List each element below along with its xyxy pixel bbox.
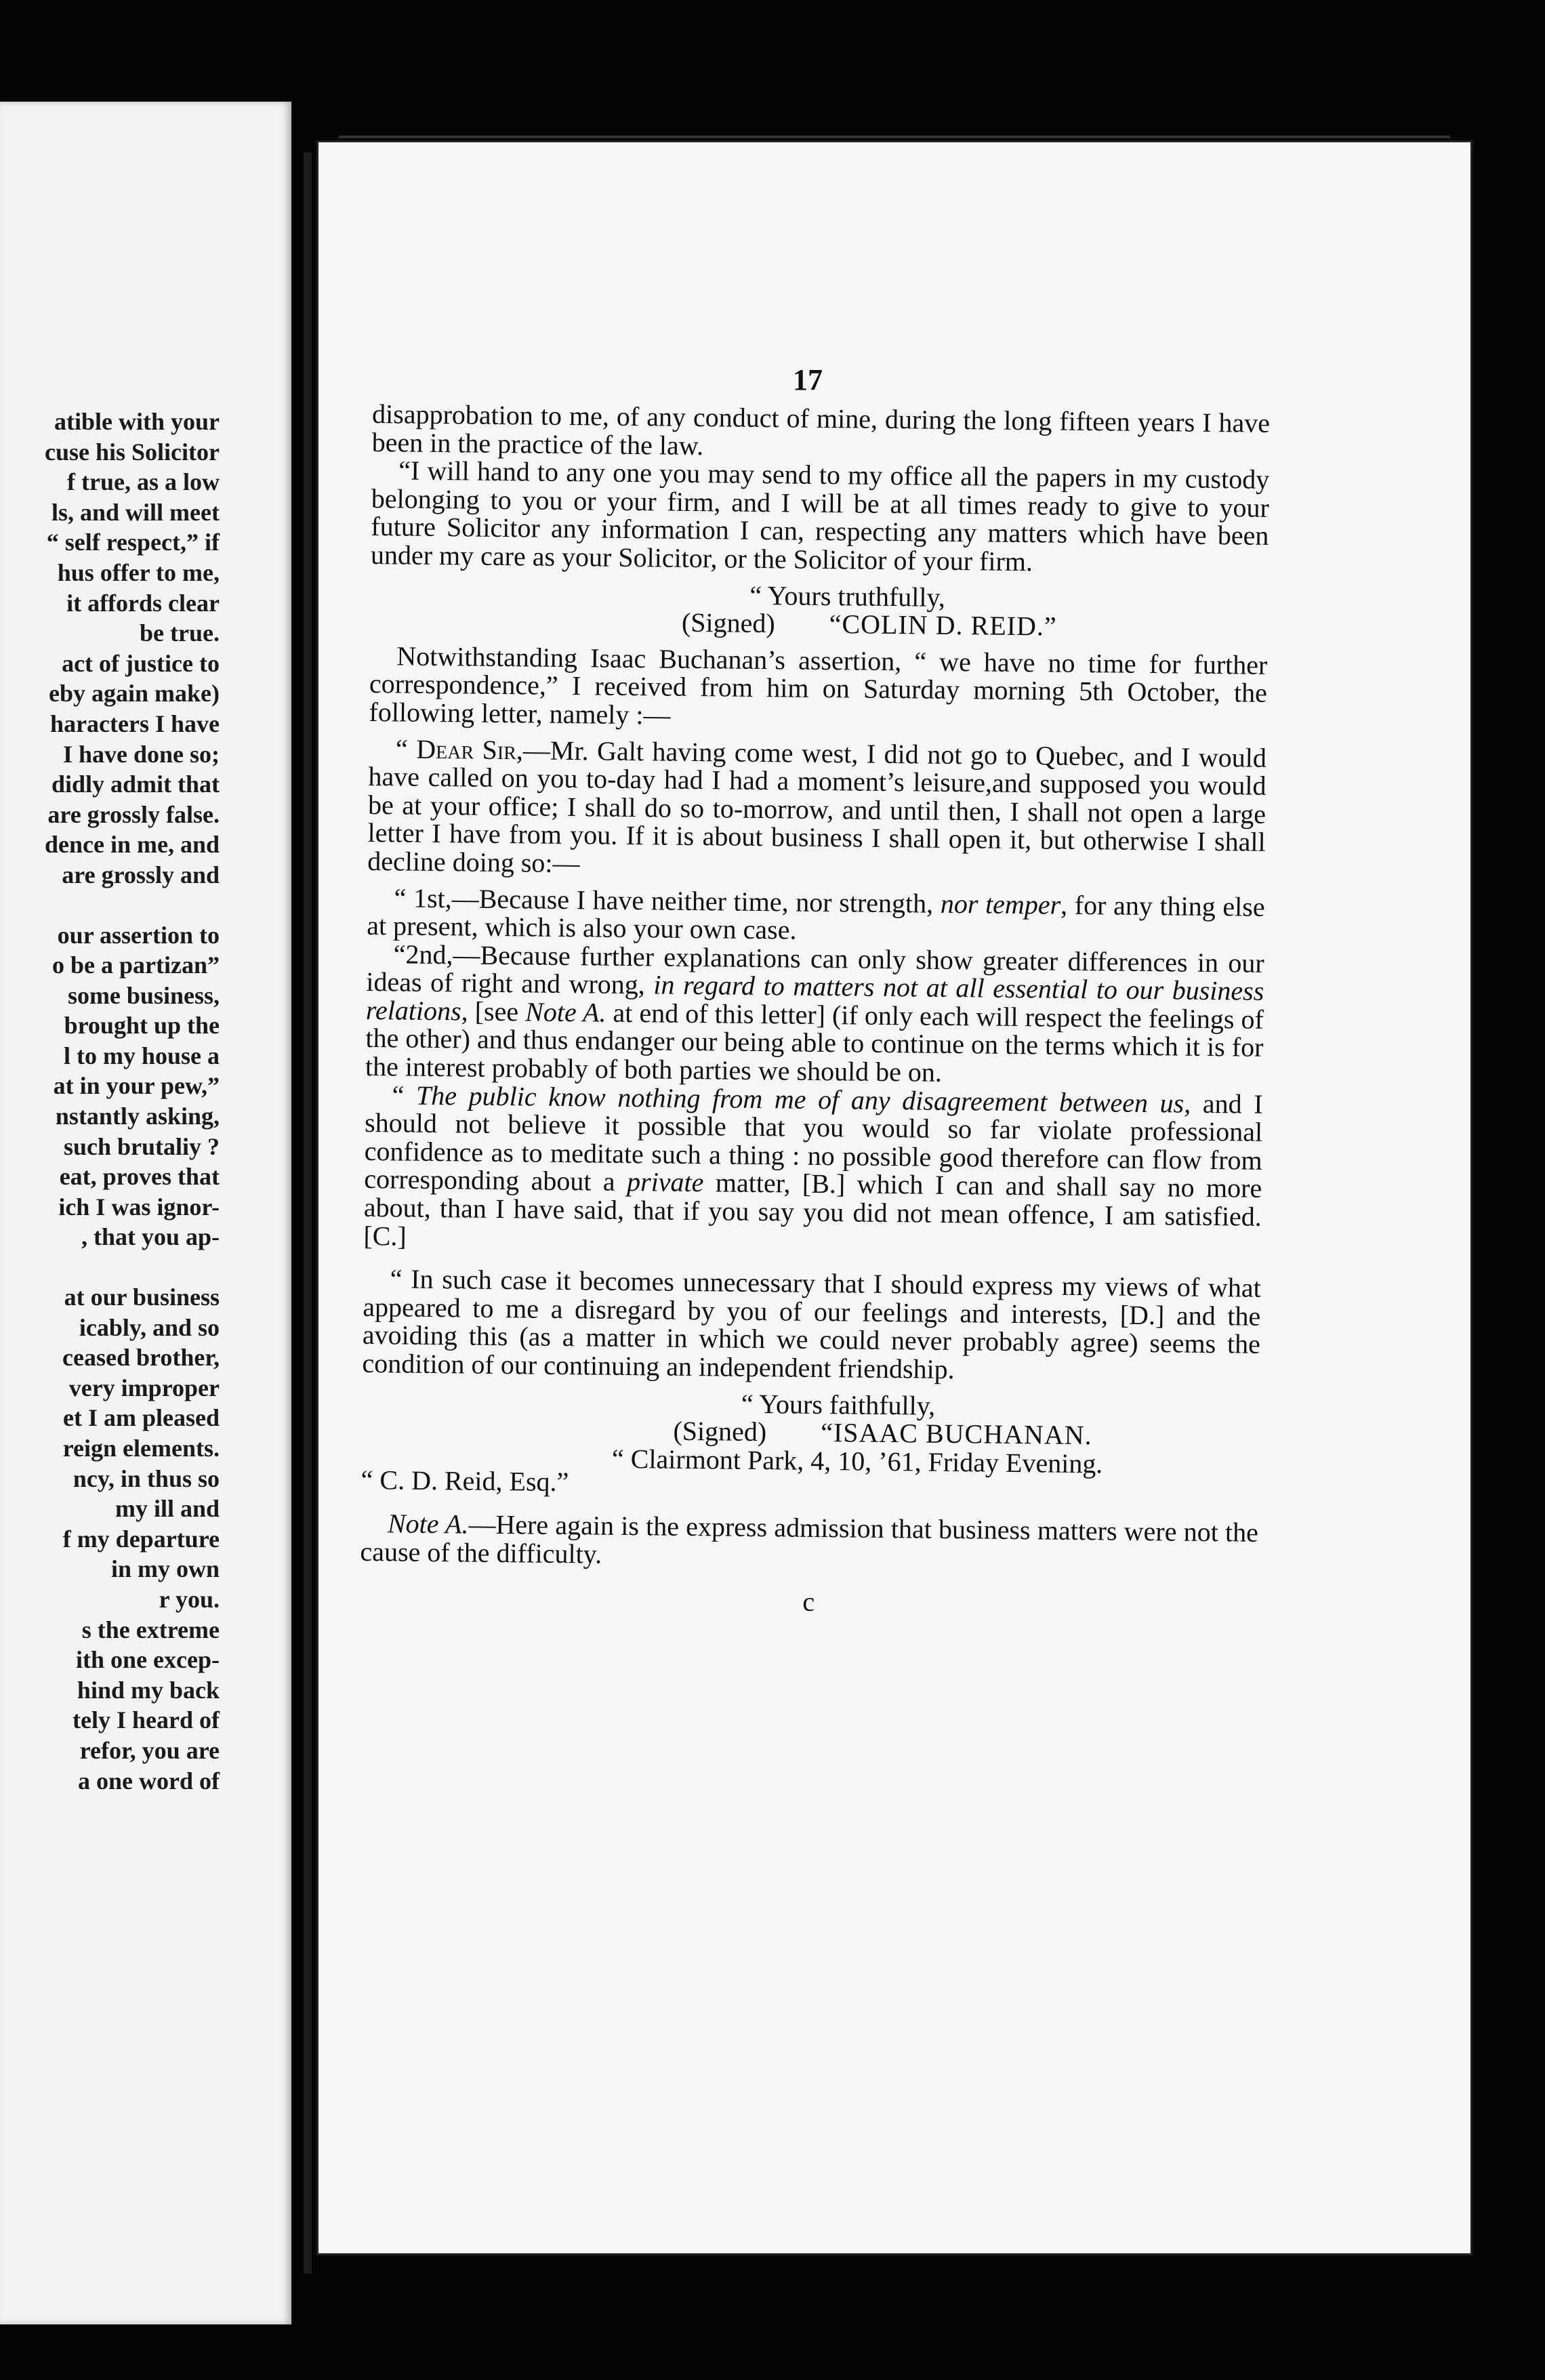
previous-page-line: in my own [110,1555,220,1583]
previous-page-line: ich I was ignor- [58,1193,220,1220]
page-number: 17 [793,363,823,396]
previous-page-line: my ill and [115,1495,220,1523]
previous-page-line: didly admit that [51,771,220,798]
paragraph-4: “ Dear Sir,—Mr. Galt having come west, I did not go to Quebec, and I would have called on you to-day had I had a moment’s leisure,and supposed you would be at your office; I shall do so to-morrow, and until then, I shall not open a large letter I have from you. If it is about business I shall open it, but otherwise I shall decline doing so:— [367,733,1267,879]
signed-name: “COLIN D. REID.” [829,609,1057,642]
paragraph-7: “ The public know nothing from me of any disagreement between us, and I should not believe it possible that you would so far violate professional confidence as to meditate such a thing : no possible good therefore can flow from corresponding about a private matter, [B.] which I can and shall say no more about, than I have said, that if you say you did not mean offence, I am satisfied. [C.] [363,1080,1263,1252]
previous-page-line: r you. [159,1585,220,1613]
previous-page-line: be true. [140,619,220,647]
previous-page-line: haracters I have [50,710,220,737]
previous-page-line: dence in me, and [44,831,220,859]
previous-page-line: f true, as a low [67,468,220,496]
previous-page-line: some business, [67,981,220,1009]
previous-page-line: , that you ap- [81,1223,220,1251]
paragraph-8: “ In such case it becomes unnecessary that I should express my views of what appeared to me a disregard by you of our feelings and interests, [D.] and the avoiding this (as a matter in which we could never probably agree) seems the condition of our continuing an independent friendship. [362,1263,1261,1385]
previous-page-line: ith one excep- [76,1646,220,1674]
salutation: “ Dear Sir, [395,733,524,765]
previous-page-line: nstantly asking, [55,1103,220,1130]
previous-page-line: are grossly and [62,861,220,888]
paragraph-2: “I will hand to any one you may send to my office all the papers in my custody belonging to you or your firm, and I will be at all times ready to give to your future Solicitor any information I can, respecting any matters which have been under my care as your Solicitor, or the Solicitor of your firm. [370,455,1270,577]
previous-page-line: I have done so; [62,740,220,768]
previous-page-line: tely I heard of [73,1706,220,1734]
previous-page-line: ncy, in thus so [73,1464,220,1492]
previous-page-line: our assertion to [57,921,220,949]
previous-page-line: at in your pew,” [53,1072,220,1100]
previous-page-line: f my departure [62,1525,220,1553]
previous-page-line: it affords clear [66,589,220,617]
previous-page-line [0,1252,220,1282]
previous-page-line: eby again make) [49,680,220,707]
page-body [360,359,1271,1621]
note-a: Note A.—Here again is the express admission that business matters were not the cause of the difficulty. [360,1508,1259,1569]
previous-page-line: et I am pleased [63,1404,220,1432]
signature-mark: c [802,1586,815,1618]
paragraph-6: “2nd,—Because further explanations can only show greater differences in our ideas of right and wrong, in regard to matters not at all essential to our business relations, [see Note A. at end of this letter] (if only each will respect the feelings of the other) and thus endanger our being able to continue on the terms which it is for the interest probably of both parties we should be on. [365,939,1264,1088]
paragraph-5: “ 1st,—Because I have neither time, nor strength, nor temper, for any thing else at present, which is also your own case. [367,882,1265,945]
signed-label: (Signed) [681,607,775,639]
previous-page-line: hind my back [77,1676,220,1704]
previous-page-fragment [0,102,291,2324]
addressee: “ C. D. Reid, Esq.” [360,1464,569,1498]
previous-page-line: s the extreme [81,1616,220,1643]
closing-truthfully: “ Yours truthfully, [749,579,946,613]
previous-page-line: are grossly false. [47,800,220,828]
paragraph-3: Notwithstanding Isaac Buchanan’s assertion, “ we have no time for further correspondence,” I received from him on Saturday morning 5th October, the following letter, namely :— [369,640,1268,731]
previous-page-line: ceased brother, [62,1344,220,1372]
note-label: Note A. [387,1508,469,1540]
previous-page-line: brought up the [64,1012,220,1040]
previous-page-line: o be a partizan” [52,951,220,979]
previous-page-line: very improper [68,1374,220,1401]
dateline: “ Clairmont Park, 4, 10, ’61, Friday Evening. [611,1443,1103,1479]
previous-page-line: ls, and will meet [52,498,220,526]
closing-faithfully: “ Yours faithfully, [741,1388,936,1421]
previous-page-line [0,890,220,920]
previous-page-line: “ self respect,” if [46,529,220,556]
previous-page-line: a one word of [78,1767,220,1794]
previous-page-line: hus offer to me, [57,558,220,586]
previous-page-text [0,407,220,1796]
book-gutter [304,152,312,2274]
page-edge [339,136,1450,138]
previous-page-line: atible with your [54,408,220,435]
signed-label: (Signed) [673,1415,767,1448]
previous-page-line: act of justice to [62,649,220,677]
previous-page-line: at our business [64,1284,220,1311]
paragraph-1: disapprobation to me, of any conduct of mine, during the long fifteen years I have been in the practice of the law. [371,398,1271,461]
current-page [318,142,1470,2253]
previous-page-line: reign elements. [62,1435,220,1462]
previous-page-line: cuse his Solicitor [45,438,220,466]
previous-page-line: refor, you are [79,1736,220,1764]
previous-page-line: icably, and so [79,1313,220,1341]
signed-name: “ISAAC BUCHANAN. [820,1417,1092,1451]
previous-page-line: eat, proves that [59,1163,220,1191]
previous-page-line: such brutaliy ? [63,1132,220,1160]
previous-page-line: l to my house a [63,1042,220,1069]
